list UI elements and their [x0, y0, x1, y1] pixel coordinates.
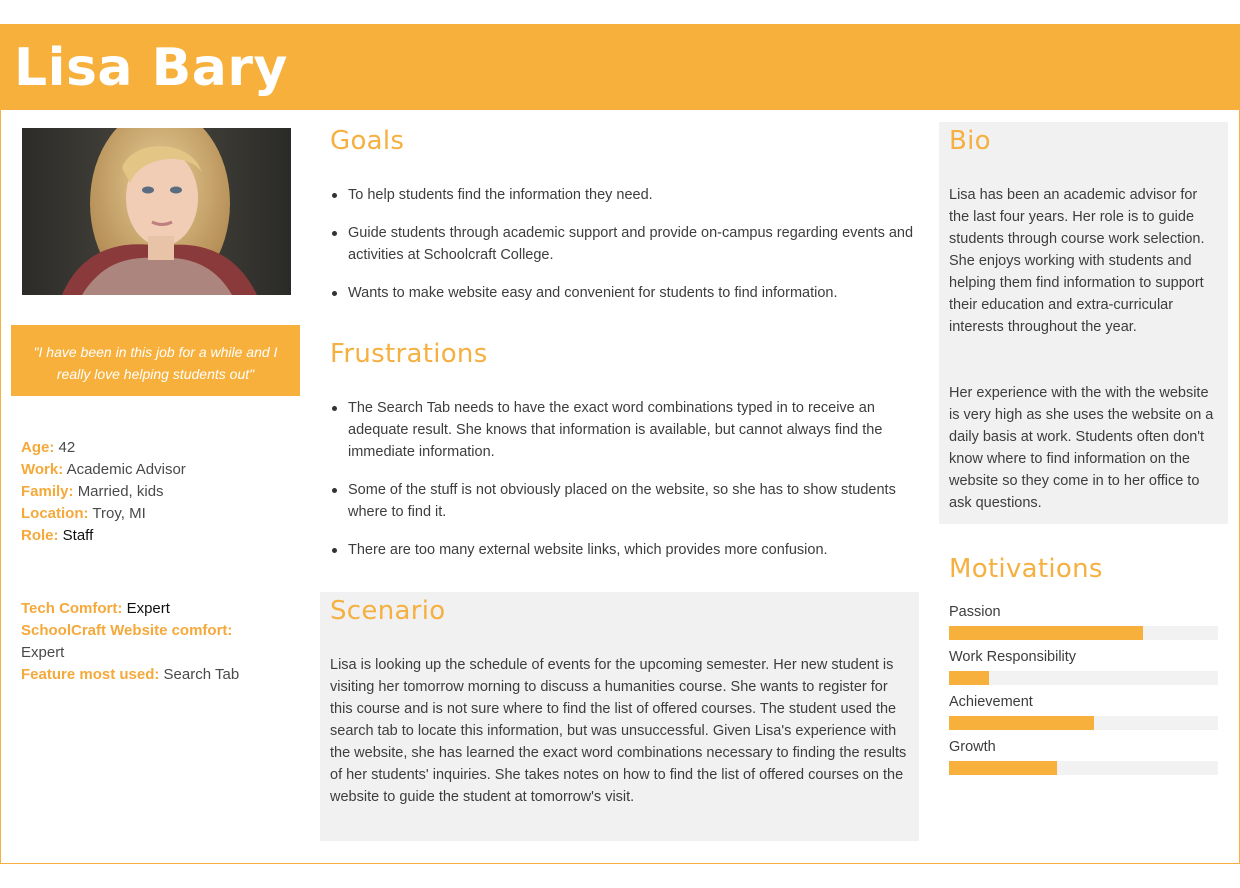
- motivation-track: [949, 626, 1218, 640]
- fact-value: Married, kids: [77, 483, 164, 500]
- motivation-label: Achievement: [949, 694, 1033, 710]
- motivation-track: [949, 671, 1218, 685]
- fact-value: Search Tab: [163, 666, 240, 683]
- goals-list: [330, 184, 920, 304]
- demographics: [21, 437, 301, 547]
- portrait-image: [22, 128, 291, 295]
- fact-value: Troy, MI: [92, 505, 146, 522]
- fact-label: Feature most used:: [21, 666, 160, 683]
- list-item: Guide students through academic support and provide on-campus regarding events and activities at Schoolcraft College.: [330, 222, 920, 266]
- fact-label: Location:: [21, 505, 89, 522]
- list-item: To help students find the information they need.: [330, 184, 920, 206]
- list-item: The Search Tab needs to have the exact word combinations typed in to receive an adequate result. She knows that information is available, but cannot always find the immediate information.: [330, 397, 920, 463]
- motivation-fill: [949, 671, 989, 685]
- fact-label: Family:: [21, 483, 74, 500]
- persona-name: Lisa Bary: [14, 38, 288, 98]
- motivation-work-responsibility: [949, 648, 1218, 685]
- fact-value: Academic Advisor: [66, 461, 186, 478]
- list-item: Wants to make website easy and convenient for students to find information.: [330, 282, 920, 304]
- bio-panel: [939, 122, 1228, 524]
- goals-heading: Goals: [330, 126, 405, 156]
- motivation-fill: [949, 716, 1094, 730]
- scenario-panel: [320, 592, 919, 841]
- frustrations-heading: Frustrations: [330, 339, 488, 369]
- scenario-text: Lisa is looking up the schedule of events for the upcoming semester. Her new student is visiting her tomorrow morning to discuss a humanities course. She wants to register for this course and is not sure where to find the list of offered courses. The student used the search tab to locate this information, but was unsuccessful. Given Lisa's experience with the website, she has learned the exact word combinations necessary to finding the results of her students' inquiries. She takes notes on how to find the list of offered courses on the website to guide the student at tomorrow's visit.: [330, 657, 907, 805]
- header-bar: [0, 24, 1240, 110]
- fact-label: Tech Comfort:: [21, 600, 123, 617]
- fact-role: [21, 525, 301, 547]
- fact-age: [21, 437, 301, 459]
- motivation-passion: [949, 603, 1218, 640]
- fact-value: 42: [58, 439, 76, 456]
- fact-label: Age:: [21, 439, 55, 456]
- fact-value: Staff: [62, 527, 94, 544]
- fact-label: Role:: [21, 527, 59, 544]
- motivation-fill: [949, 761, 1057, 775]
- fact-value: Expert: [126, 600, 170, 617]
- list-item: There are too many external website links, which provides more confusion.: [330, 539, 920, 561]
- fact-location: [21, 503, 301, 525]
- persona-photo: [22, 128, 291, 295]
- motivation-label: Work Responsibility: [949, 649, 1077, 665]
- fact-label: Work:: [21, 461, 64, 478]
- motivation-growth: [949, 738, 1218, 775]
- motivation-label: Growth: [949, 739, 996, 755]
- motivation-track: [949, 761, 1218, 775]
- motivation-label: Passion: [949, 604, 1001, 620]
- bio-paragraph: Her experience with the with the website is very high as she uses the website on a daily basis at work. Students often don't know where to find information on the website so they come in to her office to ask questions.: [949, 385, 1214, 511]
- feature-most-used: [21, 664, 301, 686]
- fact-family: [21, 481, 301, 503]
- list-item: Some of the stuff is not obviously placed on the website, so she has to show students where to find it.: [330, 479, 920, 523]
- bio-heading: Bio: [949, 126, 991, 156]
- persona-quote: "I have been in this job for a while and I really love helping students out": [11, 325, 300, 396]
- tech-comfort: [21, 598, 301, 620]
- motivations-heading: Motivations: [949, 554, 1103, 584]
- motivation-achievement: [949, 693, 1218, 730]
- motivation-fill: [949, 626, 1143, 640]
- website-comfort: [21, 620, 301, 664]
- fact-work: [21, 459, 301, 481]
- tech-profile: [21, 598, 301, 686]
- bio-paragraph: Lisa has been an academic advisor for the last four years. Her role is to guide students through course work selection. She enjoys working with students and helping them find information to support their education and extra-curricular interests throughout the year.: [949, 187, 1205, 335]
- scenario-heading: Scenario: [330, 596, 446, 626]
- motivation-track: [949, 716, 1218, 730]
- fact-value: Expert: [21, 644, 65, 661]
- frustrations-list: [330, 397, 920, 561]
- fact-label: SchoolCraft Website comfort:: [21, 622, 233, 639]
